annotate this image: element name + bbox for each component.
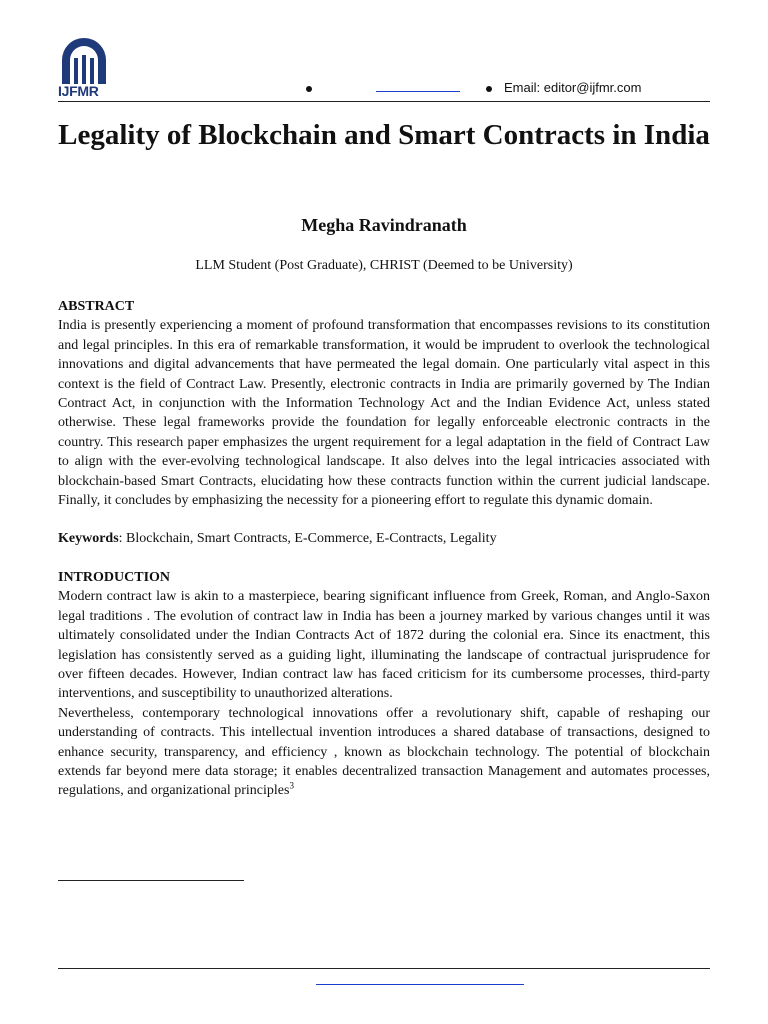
paper-body bbox=[58, 297, 710, 801]
footnote-ref[interactable]: 3 bbox=[289, 780, 294, 791]
abstract-text: India is presently experiencing a moment of profound transformation that encompasses revisions to its constitution and legal principles. In this era of remarkable transformation, it would be imprudent to overlook the technological innovations and digital advancements that have permeated the legal domain. One particularly vital aspect in this context is the field of Contract Law. Presently, electronic contracts in India are primarily governed by The Indian Contract Act, in conjunction with the Information Technology Act and the Indian Evidence Act, unless stated otherwise. These legal frameworks provide the foundation for legally enforceable electronic contracts in the country. This research paper emphasizes the urgent requirement for a legal adaptation in the field of Contract Law to align with the ever-evolving technological landscape. It also delves into the legal intricacies associated with blockchain-based Smart Contracts, elucidating how these contracts function within the current judicial landscape. Finally, it concludes by emphasizing the necessity for a pioneering effort to regulate this dynamic domain. bbox=[58, 318, 710, 509]
keywords-label: Keywords bbox=[58, 531, 119, 547]
author-affiliation: LLM Student (Post Graduate), CHRIST (Deemed to be University) bbox=[195, 258, 573, 273]
footnote-divider bbox=[58, 880, 244, 881]
introduction-paragraph-1: Modern contract law is akin to a masterpiece, bearing significant influence from Greek, Roman, and Anglo-Saxon legal traditions . The evolution of contract law in India has been a journey marked by various changes until it was ultimately consolidated under the Indian Contracts Act of 1872 during the colonial era. Since its enactment, this legislation has consistently served as a guiding light, illuminating the landscape of contractual jurisprudence for over fifteen decades. However, Indian contract law has faced criticism for its cumbersome processes, third-party interventions, and susceptibility to unauthorized alterations. bbox=[58, 589, 710, 702]
introduction-paragraph-2 bbox=[58, 704, 710, 801]
email-text[interactable]: Email: editor@ijfmr.com bbox=[504, 80, 642, 95]
header-divider bbox=[58, 101, 710, 102]
introduction-heading: INTRODUCTION bbox=[58, 569, 171, 585]
paper-title: Legality of Blockchain and Smart Contracts in India bbox=[58, 119, 710, 151]
introduction-paragraph-2-text: Nevertheless, contemporary technological innovations offer a revolutionary shift, capable of reshaping our understanding of contracts. This intellectual invention introduces a shared database of transactions, designed to enhance security, transparency, and efficiency , known as blockchain technology. The potential of blockchain extends far beyond mere data storage; it enables decentralized transaction Management and automates processes, regulations, and organizational principles bbox=[58, 705, 710, 799]
keywords-text: : Blockchain, Smart Contracts, E-Commerce, E-Contracts, Legality bbox=[118, 531, 497, 547]
abstract-heading: ABSTRACT bbox=[58, 299, 135, 314]
bullet-icon bbox=[486, 86, 492, 92]
website-link[interactable] bbox=[376, 91, 460, 92]
footer-website-link[interactable] bbox=[316, 984, 524, 985]
bullet-icon bbox=[306, 86, 312, 92]
logo-text: IJFMR bbox=[58, 83, 99, 99]
paper-author: Megha Ravindranath bbox=[301, 215, 467, 235]
footer-divider bbox=[58, 968, 710, 969]
page-header bbox=[58, 38, 710, 102]
keywords-line bbox=[58, 529, 710, 548]
